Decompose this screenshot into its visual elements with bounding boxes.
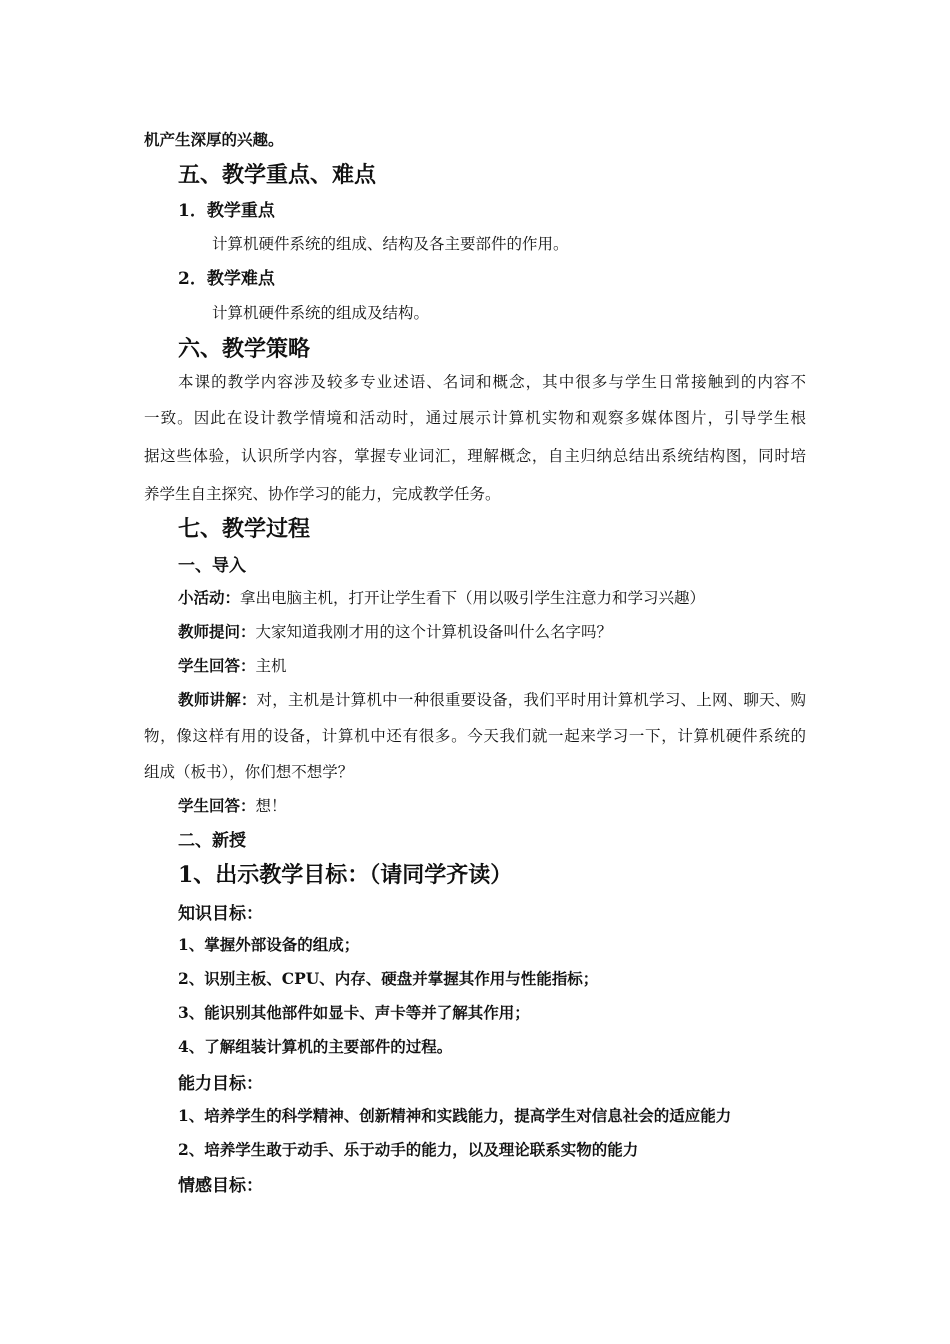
activity-line (178, 586, 705, 608)
ability-item: 1、培养学生的科学精神、创新精神和实践能力，提高学生对信息社会的适应能力 (178, 1106, 732, 1125)
question-line (178, 620, 612, 642)
key-points-label: 1．教学重点 (178, 201, 275, 221)
intro-heading: 一、导入 (178, 556, 246, 576)
knowledge-item: 3、能识别其他部件如显卡、声卡等并了解其作用； (178, 1003, 530, 1022)
section-5-heading: 五、教学重点、难点 (178, 162, 377, 188)
answer-label: 学生回答： (178, 796, 256, 815)
difficulty-label: 2．教学难点 (178, 269, 275, 289)
knowledge-item: 1、掌握外部设备的组成； (178, 935, 360, 954)
strategy-line: 据这些体验，认识所学内容，掌握专业词汇，理解概念，自主归纳总结出系统结构图，同时培 (144, 447, 806, 465)
emotion-goals-heading: 情感目标： (178, 1176, 263, 1196)
new-lesson-heading: 二、新授 (178, 831, 246, 851)
explain-line: 物，像这样有用的设备，计算机中还有很多。今天我们就一起来学习一下，计算机硬件系统的 (144, 727, 806, 745)
ability-item: 2、培养学生敢于动手、乐于动手的能力，以及理论联系实物的能力 (178, 1140, 639, 1159)
section-7-heading: 七、教学过程 (178, 516, 311, 542)
question-text: 大家知道我刚才用的这个计算机设备叫什么名字吗？ (255, 623, 613, 641)
answer-line (178, 654, 287, 676)
activity-label: 小活动： (178, 588, 241, 607)
strategy-line: 养学生自主探究、协作学习的能力，完成教学任务。 (144, 485, 501, 503)
knowledge-goals-heading: 知识目标： (178, 904, 263, 924)
answer-text: 主机 (255, 657, 287, 675)
difficulty-text: 计算机硬件系统的组成及结构。 (212, 304, 430, 322)
explain-line: 组成（板书），你们想不想学？ (144, 763, 354, 781)
section-6-heading: 六、教学策略 (178, 336, 311, 362)
knowledge-item: 4、了解组装计算机的主要部件的过程。 (178, 1037, 453, 1056)
ability-goals-heading: 能力目标： (178, 1074, 263, 1094)
key-points-text: 计算机硬件系统的组成、结构及各主要部件的作用。 (212, 235, 569, 253)
explain-text: 对，主机是计算机中一种很重要设备，我们平时用计算机学习、上网、聊天、购 (256, 691, 806, 709)
question-label: 教师提问： (178, 622, 256, 641)
answer-line (178, 794, 287, 816)
activity-text: 拿出电脑主机，打开让学生看下（用以吸引学生注意力和学习兴趣） (240, 589, 706, 607)
knowledge-item: 2、识别主板、CPU、内存、硬盘并掌握其作用与性能指标； (178, 969, 599, 988)
answer-label: 学生回答： (178, 656, 256, 675)
strategy-line: 本课的教学内容涉及较多专业述语、名词和概念，其中很多与学生日常接触到的内容不 (178, 373, 806, 391)
goals-heading: 1、出示教学目标：（请同学齐读） (178, 862, 513, 888)
explain-label: 教师讲解： (178, 690, 257, 709)
answer-text: 想！ (255, 797, 287, 815)
carry-over-line: 机产生深厚的兴趣。 (144, 130, 284, 149)
strategy-line: 一致。因此在设计教学情境和活动时，通过展示计算机实物和观察多媒体图片，引导学生根 (144, 409, 806, 427)
explain-line (178, 688, 806, 710)
